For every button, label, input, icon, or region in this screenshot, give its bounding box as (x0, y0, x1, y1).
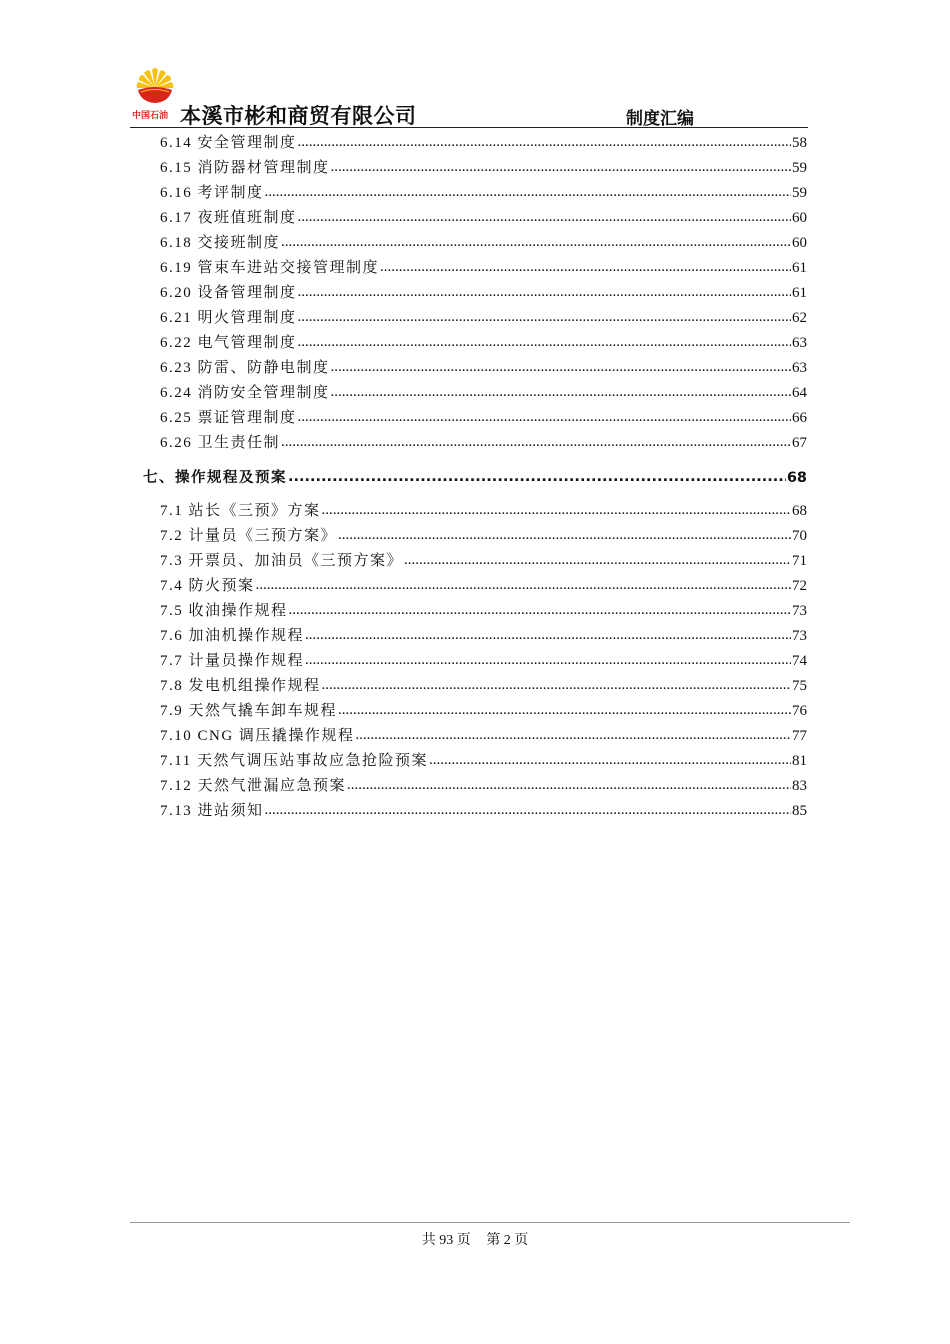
toc-dot-leader (281, 230, 791, 255)
toc-entry-page-number: 59 (792, 185, 807, 201)
toc-entry-title: 6.17 夜班值班制度 (160, 210, 297, 226)
toc-entry-title: 6.23 防雷、防静电制度 (160, 360, 330, 376)
toc-entry-page-number: 71 (792, 553, 807, 569)
toc-entry[interactable] (143, 206, 807, 231)
toc-dot-leader (298, 130, 791, 155)
toc-dot-leader (305, 648, 791, 673)
toc-entry-page-number: 64 (792, 385, 807, 401)
toc-entry-page-number: 75 (792, 678, 807, 694)
toc-dot-leader (265, 180, 791, 205)
toc-entry-page-number: 81 (792, 753, 807, 769)
toc-entry-page-number: 72 (792, 578, 807, 594)
toc-entry-title: 6.20 设备管理制度 (160, 285, 297, 301)
toc-entry-title: 6.24 消防安全管理制度 (160, 385, 330, 401)
toc-entry[interactable] (143, 724, 807, 749)
toc-entry[interactable] (143, 549, 807, 574)
toc-entry[interactable] (143, 131, 807, 156)
toc-entry-page-number: 83 (792, 778, 807, 794)
toc-dot-leader (281, 430, 791, 455)
toc-entry-page-number: 70 (792, 528, 807, 544)
toc-entry-title: 7.9 天然气撬车卸车规程 (160, 703, 338, 719)
toc-entry-page-number: 74 (792, 653, 807, 669)
toc-entry-title: 6.15 消防器材管理制度 (160, 160, 330, 176)
toc-dot-leader (429, 748, 791, 773)
toc-entry[interactable] (143, 331, 807, 356)
toc-dot-leader (298, 330, 791, 355)
toc-entry-page-number: 73 (792, 603, 807, 619)
page-footer (0, 1229, 950, 1249)
toc-entry-title: 7.8 发电机组操作规程 (160, 678, 321, 694)
toc-entry[interactable] (143, 599, 807, 624)
toc-entry[interactable] (143, 674, 807, 699)
toc-entry-page-number: 59 (792, 160, 807, 176)
toc-entry[interactable] (143, 406, 807, 431)
toc-dot-leader (338, 698, 791, 723)
toc-entry[interactable] (143, 774, 807, 799)
toc-dot-leader (331, 355, 791, 380)
toc-entry-page-number: 67 (792, 435, 807, 451)
toc-entry-page-number: 60 (792, 210, 807, 226)
toc-entry-page-number: 77 (792, 728, 807, 744)
company-name: 本溪市彬和商贸有限公司 (180, 104, 417, 128)
toc-dot-leader (298, 205, 791, 230)
toc-entry[interactable] (143, 499, 807, 524)
toc-entry-title: 6.21 明火管理制度 (160, 310, 297, 326)
toc-entry-page-number: 61 (792, 260, 807, 276)
toc-entry[interactable] (143, 524, 807, 549)
table-of-contents (143, 131, 807, 824)
toc-entry-title: 6.18 交接班制度 (160, 235, 281, 251)
toc-dot-leader (404, 548, 791, 573)
toc-entry[interactable] (143, 381, 807, 406)
toc-entry-title: 7.7 计量员操作规程 (160, 653, 305, 669)
total-pages: 共 93 页 (421, 1233, 471, 1248)
toc-dot-leader (380, 255, 791, 280)
toc-dot-leader (289, 598, 791, 623)
toc-entry-title: 6.22 电气管理制度 (160, 335, 297, 351)
logo-text: 中国石油 (132, 111, 169, 121)
toc-entry[interactable] (143, 156, 807, 181)
toc-entry-title: 7.5 收油操作规程 (160, 603, 288, 619)
petrochina-logo (130, 66, 180, 126)
toc-entry-title: 6.26 卫生责任制 (160, 435, 281, 451)
toc-dot-leader (331, 380, 791, 405)
toc-entry[interactable] (143, 306, 807, 331)
toc-dot-leader (305, 623, 791, 648)
footer-divider (130, 1222, 850, 1223)
toc-dot-leader (298, 280, 791, 305)
toc-dot-leader (288, 465, 786, 490)
toc-entry-title: 七、操作规程及预案 (143, 470, 287, 486)
toc-entry-title: 7.1 站长《三预》方案 (160, 503, 321, 519)
toc-entry-title: 6.14 安全管理制度 (160, 135, 297, 151)
toc-entry-page-number: 60 (792, 235, 807, 251)
toc-entry-title: 7.11 天然气调压站事故应急抢险预案 (160, 753, 428, 769)
toc-entry[interactable] (143, 574, 807, 599)
header-divider (130, 127, 808, 128)
toc-entry-title: 7.2 计量员《三预方案》 (160, 528, 338, 544)
toc-entry-page-number: 85 (792, 803, 807, 819)
toc-entry[interactable] (143, 431, 807, 456)
toc-dot-leader (322, 498, 791, 523)
toc-dot-leader (256, 573, 791, 598)
toc-dot-leader (298, 405, 791, 430)
toc-entry[interactable] (143, 649, 807, 674)
page-header (130, 66, 808, 128)
current-page: 第 2 页 (486, 1233, 529, 1248)
toc-entry[interactable] (143, 624, 807, 649)
toc-entry[interactable] (143, 256, 807, 281)
toc-entry-page-number: 62 (792, 310, 807, 326)
toc-entry-title: 7.10 CNG 调压撬操作规程 (160, 728, 355, 744)
toc-dot-leader (331, 155, 791, 180)
toc-entry-title: 6.25 票证管理制度 (160, 410, 297, 426)
toc-entry-title: 7.4 防火预案 (160, 578, 255, 594)
toc-dot-leader (265, 798, 791, 823)
toc-entry-page-number: 66 (792, 410, 807, 426)
toc-entry-page-number: 63 (792, 335, 807, 351)
toc-dot-leader (298, 305, 791, 330)
toc-entry[interactable] (143, 749, 807, 774)
toc-entry-title: 7.6 加油机操作规程 (160, 628, 305, 644)
document-title: 制度汇编 (626, 109, 694, 129)
toc-dot-leader (347, 773, 791, 798)
toc-dot-leader (355, 723, 791, 748)
toc-entry[interactable] (143, 699, 807, 724)
toc-entry-title: 7.3 开票员、加油员《三预方案》 (160, 553, 404, 569)
toc-entry[interactable] (143, 356, 807, 381)
toc-entry[interactable] (143, 231, 807, 256)
toc-entry-page-number: 68 (792, 503, 807, 519)
toc-entry-page-number: 68 (786, 470, 807, 486)
toc-entry-title: 7.12 天然气泄漏应急预案 (160, 778, 347, 794)
toc-entry-page-number: 63 (792, 360, 807, 376)
toc-entry-page-number: 76 (792, 703, 807, 719)
toc-dot-leader (338, 523, 791, 548)
toc-entry[interactable] (143, 181, 807, 206)
toc-entry-title: 7.13 进站须知 (160, 803, 264, 819)
toc-entry[interactable] (143, 799, 807, 824)
toc-chapter-entry[interactable] (143, 466, 807, 491)
toc-entry-page-number: 73 (792, 628, 807, 644)
toc-entry-page-number: 61 (792, 285, 807, 301)
toc-entry-title: 6.16 考评制度 (160, 185, 264, 201)
toc-dot-leader (322, 673, 791, 698)
toc-entry[interactable] (143, 281, 807, 306)
toc-entry-title: 6.19 管束车进站交接管理制度 (160, 260, 380, 276)
toc-entry-page-number: 58 (792, 135, 807, 151)
